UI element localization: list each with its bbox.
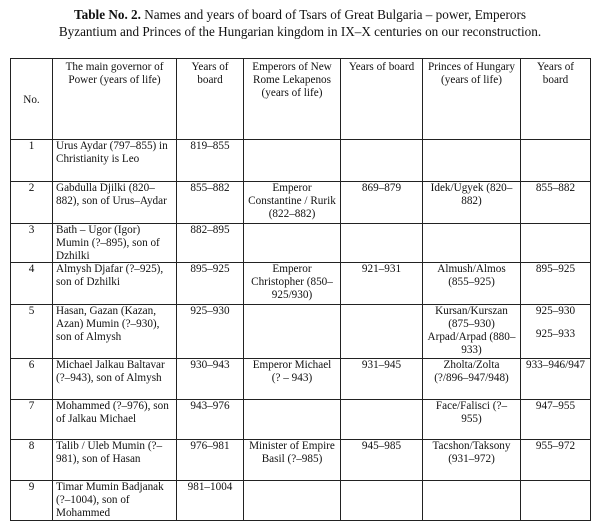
- prince-cell: Idek/Ugyek (820–882): [423, 182, 521, 224]
- row-number: 5: [11, 305, 53, 359]
- header-row: [11, 59, 591, 140]
- caption-text-line2: Byzantium and Princes of the Hungarian kingdom in IX–X centuries on our reconstruction.: [58, 24, 542, 39]
- prince-cell: Face/Falisci (?–955): [423, 400, 521, 440]
- caption-text-line1: Names and years of board of Tsars of Great Bulgaria – power, Emperors: [144, 7, 526, 22]
- emperor-cell: [244, 305, 341, 359]
- years-board-cell: 895–925: [177, 263, 244, 305]
- emperor-cell: Minister of Empire Basil (?–985): [244, 440, 341, 481]
- governor-cell: Almysh Djafar (?–925), son of Dzhilki: [53, 263, 177, 305]
- governor-cell: Urus Aydar (797–855) in Christianity is Leo: [53, 140, 177, 182]
- prince-entry-kursan: Kursan/Kurszan (875–930): [435, 305, 508, 331]
- years-board-cell: 819–855: [177, 140, 244, 182]
- emperor-cell: [244, 140, 341, 182]
- table-row: [11, 182, 591, 224]
- row-number: 7: [11, 400, 53, 440]
- header-emperors: Emperors of New Rome Lekapenos (years of life): [244, 59, 341, 140]
- prince-cell: [423, 224, 521, 263]
- prince-years-cell: [521, 224, 591, 263]
- header-years-board-1: Years of board: [177, 59, 244, 140]
- emperor-cell: [244, 481, 341, 520]
- years-board-cell: 930–943: [177, 359, 244, 400]
- emperor-cell: Emperor Constantine / Rurik (822–882): [244, 182, 341, 224]
- table-row: [11, 400, 591, 440]
- years-board-cell: 981–1004: [177, 481, 244, 520]
- table-row: [11, 481, 591, 520]
- governor-cell: Michael Jalkau Baltavar (?–943), son of Almysh: [53, 359, 177, 400]
- table-caption: [0, 6, 600, 40]
- governor-cell: Bath – Ugor (Igor) Mumin (?–895), son of Dzhilki: [53, 224, 177, 263]
- prince-cell: [423, 305, 521, 359]
- header-princes: Princes of Hungary (years of life): [423, 59, 521, 140]
- prince-years-kursan: 925–930: [535, 305, 576, 318]
- caption-label: Table No. 2.: [74, 7, 141, 22]
- header-no: No.: [11, 59, 53, 140]
- table-row: [11, 440, 591, 481]
- prince-cell: [423, 481, 521, 520]
- emperor-cell: Emperor Christopher (850–925/930): [244, 263, 341, 305]
- prince-cell: [423, 140, 521, 182]
- emperor-years-cell: [341, 140, 423, 182]
- row-number: 8: [11, 440, 53, 481]
- governor-cell: Hasan, Gazan (Kazan, Azan) Mumin (?–930), son of Almysh: [53, 305, 177, 359]
- row-number: 2: [11, 182, 53, 224]
- emperor-years-cell: [341, 400, 423, 440]
- prince-years-cell: 933–946/947: [521, 359, 591, 400]
- prince-years-arpad: 925–933: [535, 328, 576, 341]
- years-board-cell: 943–976: [177, 400, 244, 440]
- header-governor: The main governor of Power (years of life): [53, 59, 177, 140]
- table-row: [11, 305, 591, 359]
- prince-entry-arpad: Arpad/Arpad (880–933): [427, 330, 516, 356]
- row-number: 3: [11, 224, 53, 263]
- prince-cell: Zholta/Zolta (?/896–947/948): [423, 359, 521, 400]
- prince-years-cell: [521, 305, 591, 359]
- row-number: 6: [11, 359, 53, 400]
- governor-cell: Talib / Uleb Mumin (?–981), son of Hasan: [53, 440, 177, 481]
- prince-cell: Tacshon/Taksony (931–972): [423, 440, 521, 481]
- prince-years-cell: [521, 481, 591, 520]
- emperor-years-cell: 931–945: [341, 359, 423, 400]
- table-row: [11, 263, 591, 305]
- prince-years-cell: 855–882: [521, 182, 591, 224]
- prince-years-cell: 895–925: [521, 263, 591, 305]
- emperor-years-cell: 921–931: [341, 263, 423, 305]
- header-years-board-3: Years of board: [521, 59, 591, 140]
- governor-cell: Timar Mumin Badjanak (?–1004), son of Mohammed: [53, 481, 177, 520]
- table-row: [11, 359, 591, 400]
- emperor-years-cell: 945–985: [341, 440, 423, 481]
- prince-years-cell: [521, 140, 591, 182]
- emperor-cell: [244, 400, 341, 440]
- row-number: 4: [11, 263, 53, 305]
- emperor-years-cell: 869–879: [341, 182, 423, 224]
- governor-cell: Gabdulla Djilki (820–882), son of Urus–Aydar: [53, 182, 177, 224]
- prince-years-cell: 955–972: [521, 440, 591, 481]
- prince-years-cell: 947–955: [521, 400, 591, 440]
- emperor-years-cell: [341, 224, 423, 263]
- emperor-years-cell: [341, 481, 423, 520]
- emperor-years-cell: [341, 305, 423, 359]
- emperor-cell: [244, 224, 341, 263]
- prince-cell: Almush/Almos (855–925): [423, 263, 521, 305]
- years-board-cell: 855–882: [177, 182, 244, 224]
- governor-cell: Mohammed (?–976), son of Jalkau Michael: [53, 400, 177, 440]
- emperor-cell: Emperor Michael (? – 943): [244, 359, 341, 400]
- years-board-cell: 882–895: [177, 224, 244, 263]
- rulers-table: [10, 58, 591, 521]
- header-years-board-2: Years of board: [341, 59, 423, 140]
- row-number: 9: [11, 481, 53, 520]
- years-board-cell: 976–981: [177, 440, 244, 481]
- table-row: [11, 224, 591, 263]
- years-board-cell: 925–930: [177, 305, 244, 359]
- table-row: [11, 140, 591, 182]
- row-number: 1: [11, 140, 53, 182]
